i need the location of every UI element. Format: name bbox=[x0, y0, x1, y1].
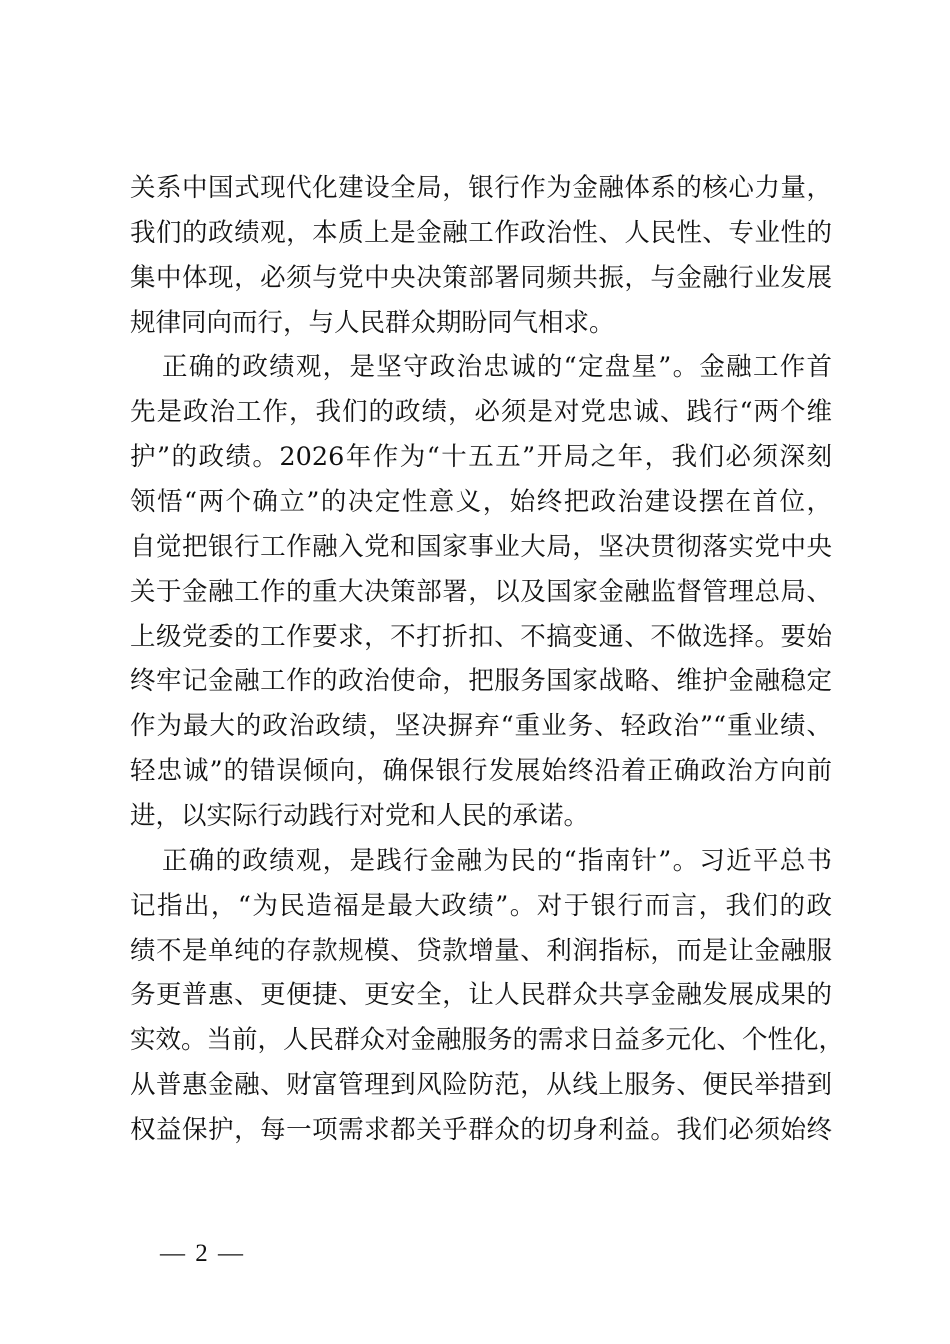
text-line: 自觉把银行工作融入党和国家事业大局，坚决贯彻落实党中央 bbox=[130, 531, 832, 562]
text-line: 关于金融工作的重大决策部署，以及国家金融监督管理总局、 bbox=[130, 576, 832, 607]
text-line: 务更普惠、更便捷、更安全，让人民群众共享金融发展成果的 bbox=[130, 980, 832, 1011]
text-line: 正确的政绩观，是坚守政治忠诚的“定盘星”。金融工作首 bbox=[162, 352, 832, 383]
text-line: 领悟“两个确立”的决定性意义，始终把政治建设摆在首位， bbox=[130, 487, 832, 518]
text-line: 从普惠金融、财富管理到风险防范，从线上服务、便民举措到 bbox=[130, 1070, 832, 1101]
document-body bbox=[130, 166, 845, 1153]
paragraph bbox=[130, 345, 832, 838]
text-line: 绩不是单纯的存款规模、贷款增量、利润指标，而是让金融服 bbox=[130, 935, 832, 966]
text-line: 关系中国式现代化建设全局，银行作为金融体系的核心力量， bbox=[130, 173, 832, 203]
text-line: 权益保护，每一项需求都关乎群众的切身利益。我们必须始终 bbox=[130, 1115, 832, 1146]
text-line: 先是政治工作，我们的政绩，必须是对党忠诚、践行“两个维 bbox=[130, 397, 832, 428]
text-line: 终牢记金融工作的政治使命，把服务国家战略、维护金融稳定 bbox=[130, 666, 832, 697]
text-line: 上级党委的工作要求，不打折扣、不搞变通、不做选择。要始 bbox=[130, 621, 832, 652]
text-line: 进，以实际行动践行对党和人民的承诺。 bbox=[130, 801, 590, 832]
paragraph bbox=[130, 839, 845, 1153]
paragraph bbox=[130, 166, 832, 345]
page-number: — 2 — bbox=[160, 1240, 245, 1267]
text-line: 集中体现，必须与党中央决策部署同频共振，与金融行业发展 bbox=[130, 262, 832, 293]
text-line: 正确的政绩观，是践行金融为民的“指南针”。习近平总书 bbox=[162, 845, 832, 876]
text-line: 轻忠诚”的错误倾向，确保银行发展始终沿着正确政治方向前 bbox=[130, 756, 832, 787]
text-line: 规律同向而行，与人民群众期盼同气相求。 bbox=[130, 307, 615, 338]
text-line: 护”的政绩。2026年作为“十五五”开局之年，我们必须深刻 bbox=[130, 442, 832, 473]
text-line: 我们的政绩观，本质上是金融工作政治性、人民性、专业性的 bbox=[130, 217, 832, 248]
text-line: 实效。当前，人民群众对金融服务的需求日益多元化、个性化， bbox=[130, 1025, 845, 1056]
text-line: 记指出，“为民造福是最大政绩”。对于银行而言，我们的政 bbox=[130, 890, 832, 921]
text-line: 作为最大的政治政绩，坚决摒弃“重业务、轻政治”“重业绩、 bbox=[130, 711, 832, 742]
